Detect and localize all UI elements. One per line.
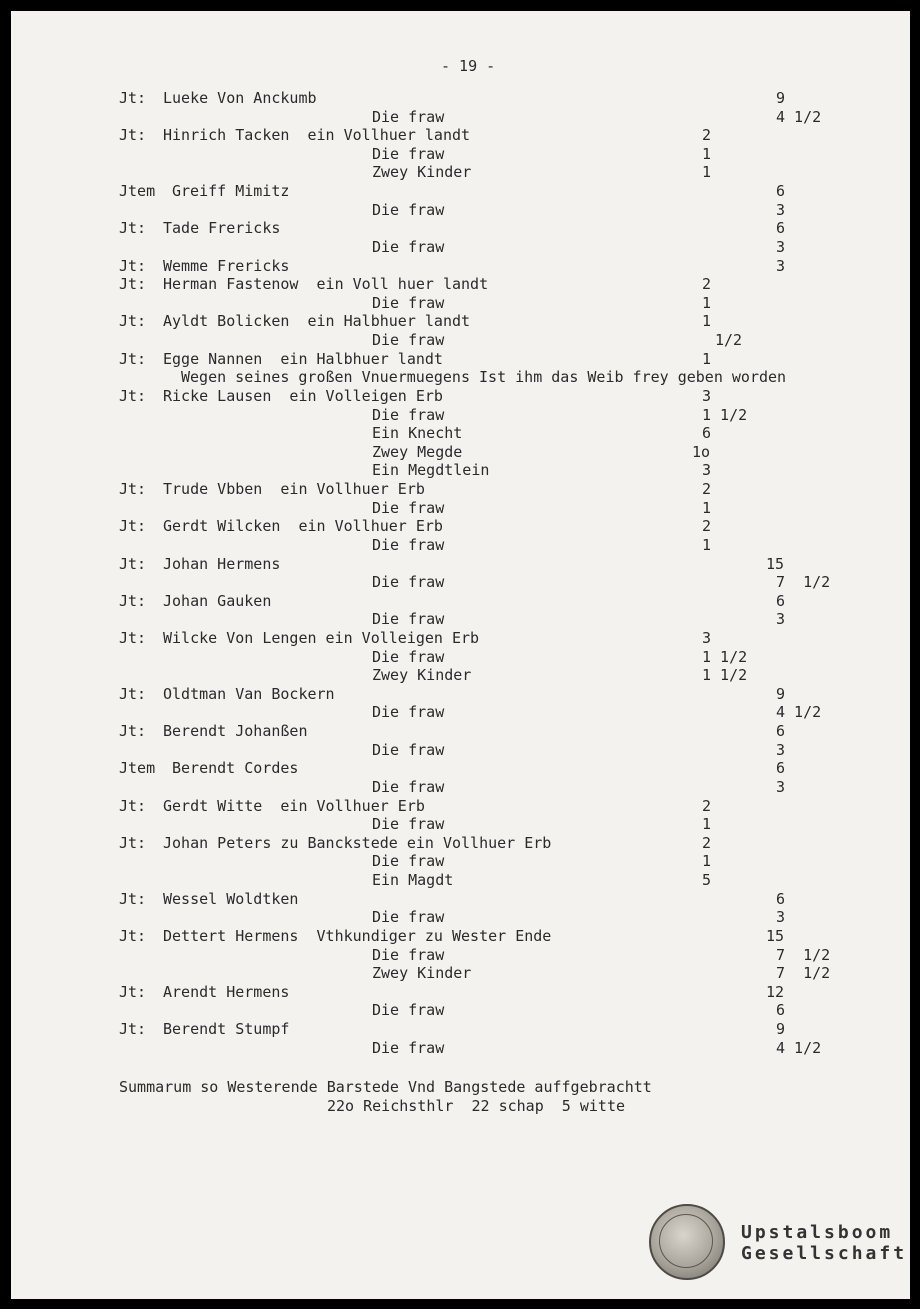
entry-sub-item: Ein Megdtlein	[372, 461, 490, 480]
entry-value: 7 1/2	[776, 573, 831, 592]
entry-name: Hinrich Tacken ein Vollhuer landt	[163, 126, 471, 145]
entry-value: 6	[776, 722, 786, 741]
entry-name: Wessel Woldtken	[163, 889, 299, 908]
entry-sub-item: Die fraw	[372, 107, 445, 126]
entry-value: 1	[702, 144, 712, 163]
entry-prefix: Jt:	[119, 126, 147, 145]
entry-prefix: Jt:	[119, 982, 147, 1001]
entry-value: 2	[702, 833, 712, 852]
entry-name: Ricke Lausen ein Volleigen Erb	[163, 386, 443, 405]
entry-sub-item: Die fraw	[372, 1001, 445, 1020]
entry-prefix: Jtem	[119, 759, 156, 778]
organization-name-line-1: Upstalsboom	[741, 1222, 894, 1243]
entry-sub-item: Die fraw	[372, 740, 445, 759]
entry-value: 1 1/2	[702, 405, 748, 424]
entry-sub-item: Die fraw	[372, 703, 445, 722]
entry-sub-item: Zwey Megde	[372, 442, 463, 461]
entry-value: 3	[776, 610, 786, 629]
entry-value: 4 1/2	[776, 107, 822, 126]
entry-value: 6	[776, 889, 786, 908]
entry-sub-item: Die fraw	[372, 498, 445, 517]
organization-name-line-2: Gesellschaft	[741, 1243, 908, 1264]
entry-value: 15	[766, 554, 785, 573]
entry-value: 2	[702, 480, 712, 499]
entry-sub-item: Die fraw	[372, 535, 445, 554]
entry-name: Ayldt Bolicken ein Halbhuer landt	[163, 312, 471, 331]
entry-name: Johan Peters zu Banckstede ein Vollhuer Erb	[163, 833, 552, 852]
entry-value: 1	[702, 535, 712, 554]
entry-value: 3	[776, 777, 786, 796]
entry-name: Dettert Hermens Vthkundiger zu Wester Ende	[163, 926, 552, 945]
entry-prefix: Jt:	[119, 926, 147, 945]
entry-value: 3	[776, 237, 786, 256]
entry-name: Tade Frericks	[163, 219, 281, 238]
entry-value: 3	[702, 628, 712, 647]
entry-name: Johan Hermens	[163, 554, 281, 573]
entry-name: Lueke Von Anckumb	[163, 89, 317, 107]
entry-value: 5	[702, 871, 712, 890]
entry-prefix: Jt:	[119, 89, 147, 107]
entry-name: Berendt Cordes	[172, 759, 299, 778]
entry-name: Gerdt Witte ein Vollhuer Erb	[163, 796, 425, 815]
entry-value: 12	[766, 982, 785, 1001]
entry-name: Herman Fastenow ein Voll huer landt	[163, 275, 489, 294]
entry-name: Berendt Johanßen	[163, 722, 308, 741]
entry-value: 6	[776, 182, 786, 201]
entry-name: Berendt Stumpf	[163, 1020, 290, 1038]
organization-name	[741, 1222, 907, 1264]
entry-value: 4 1/2	[776, 703, 822, 722]
entry-value: 2	[702, 517, 712, 536]
entry-value: 3	[776, 200, 786, 219]
entry-sub-item: Die fraw	[372, 908, 445, 927]
entry-prefix: Jt:	[119, 275, 147, 294]
entry-prefix: Jt:	[119, 722, 147, 741]
entry-sub-item: Die fraw	[372, 144, 445, 163]
entry-value: 1	[702, 498, 712, 517]
entry-prefix: Jt:	[119, 219, 147, 238]
entry-value: 6	[776, 219, 786, 238]
entry-sub-item: Die fraw	[372, 293, 445, 312]
entry-value: 9	[776, 1020, 786, 1038]
summary-line-1: Summarum so Westerende Barstede Vnd Bangstede auffgebrachtt	[119, 1078, 652, 1096]
entry-prefix: Jt:	[119, 684, 147, 703]
entry-name: Gerdt Wilcken ein Vollhuer Erb	[163, 517, 443, 536]
entry-sub-item: Zwey Kinder	[372, 666, 472, 685]
entry-sub-item: Die fraw	[372, 852, 445, 871]
entry-sub-item: Zwey Kinder	[372, 964, 472, 983]
entry-name: Greiff Mimitz	[172, 182, 290, 201]
entry-name: Oldtman Van Bockern	[163, 684, 335, 703]
entry-name: Wilcke Von Lengen ein Volleigen Erb	[163, 628, 480, 647]
entry-sub-item: Die fraw	[372, 237, 445, 256]
entry-value: 9	[776, 684, 786, 703]
entry-name: Wemme Frericks	[163, 256, 290, 275]
entry-sub-item: Ein Knecht	[372, 424, 463, 443]
entry-prefix: Jt:	[119, 349, 147, 368]
entry-prefix: Jt:	[119, 256, 147, 275]
entry-prefix: Jt:	[119, 312, 147, 331]
entry-sub-item: Die fraw	[372, 945, 445, 964]
entry-prefix: Jt:	[119, 889, 147, 908]
entry-value: 3	[776, 740, 786, 759]
entry-sub-item: Die fraw	[372, 647, 445, 666]
entry-value: 1	[702, 293, 712, 312]
entry-value: 3	[776, 908, 786, 927]
entry-value: 1	[702, 815, 712, 834]
entry-value: 3	[702, 386, 712, 405]
entry-prefix: Jt:	[119, 480, 147, 499]
entry-sub-item: Die fraw	[372, 331, 445, 350]
entry-sub-item: Die fraw	[372, 405, 445, 424]
entry-sub-item: Ein Magdt	[372, 871, 454, 890]
entry-value: 1 1/2	[702, 666, 748, 685]
entry-prefix: Jt:	[119, 517, 147, 536]
entry-prefix: Jt:	[119, 386, 147, 405]
entry-value: 3	[702, 461, 712, 480]
entry-value: 2	[702, 796, 712, 815]
entry-value: 6	[776, 591, 786, 610]
entry-sub-item: Die fraw	[372, 610, 445, 629]
entry-sub-item: Die fraw	[372, 1038, 445, 1057]
entry-value: 2	[702, 126, 712, 145]
entry-prefix: Jt:	[119, 796, 147, 815]
entry-value: 1	[702, 163, 712, 182]
entry-value: 15	[766, 926, 785, 945]
entry-name: Egge Nannen ein Halbhuer landt	[163, 349, 443, 368]
entry-value: 7 1/2	[776, 945, 831, 964]
society-seal-icon	[649, 1204, 725, 1280]
entry-value: 1	[702, 312, 712, 331]
entry-prefix: Jtem	[119, 182, 156, 201]
entry-value: 6	[776, 759, 786, 778]
entry-sub-item: Zwey Kinder	[372, 163, 472, 182]
entry-note: Wegen seines großen Vnuermuegens Ist ihm das Weib frey geben worden	[181, 368, 787, 387]
entry-value: 9	[776, 89, 786, 107]
entry-value: 6	[776, 1001, 786, 1020]
entry-value: 1/2	[715, 331, 743, 350]
entry-value: 6	[702, 424, 712, 443]
entry-value: 1 1/2	[702, 647, 748, 666]
entry-name: Trude Vbben ein Vollhuer Erb	[163, 480, 425, 499]
entry-sub-item: Die fraw	[372, 200, 445, 219]
entry-value: 1	[702, 349, 712, 368]
page-number: - 19 -	[441, 57, 496, 75]
entry-prefix: Jt:	[119, 833, 147, 852]
entry-value: 2	[702, 275, 712, 294]
entry-prefix: Jt:	[119, 554, 147, 573]
entry-sub-item: Die fraw	[372, 815, 445, 834]
entry-prefix: Jt:	[119, 591, 147, 610]
entry-sub-item: Die fraw	[372, 573, 445, 592]
entry-name: Johan Gauken	[163, 591, 272, 610]
entry-value: 1	[702, 852, 712, 871]
entry-value: 7 1/2	[776, 964, 831, 983]
summary-line-2: 22o Reichsthlr 22 schap 5 witte	[327, 1097, 626, 1115]
entry-value: 1o	[692, 442, 711, 461]
entry-value: 4 1/2	[776, 1038, 822, 1057]
document-page	[11, 11, 910, 1299]
entry-prefix: Jt:	[119, 628, 147, 647]
entry-value: 3	[776, 256, 786, 275]
entry-prefix: Jt:	[119, 1020, 147, 1038]
entry-sub-item: Die fraw	[372, 777, 445, 796]
entry-name: Arendt Hermens	[163, 982, 290, 1001]
